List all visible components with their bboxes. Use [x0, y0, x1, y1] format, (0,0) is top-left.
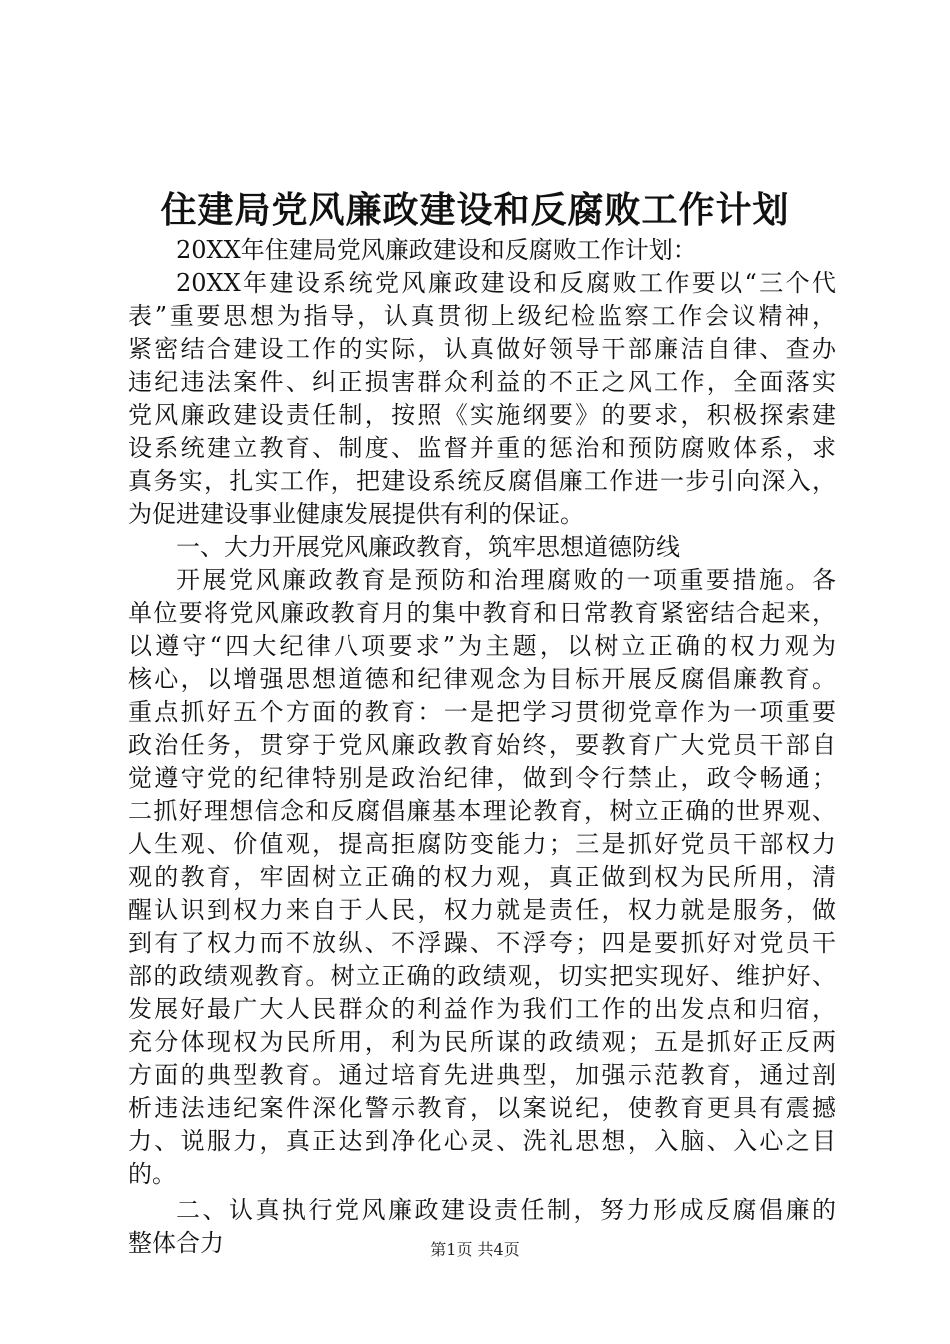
text-line: 开展党风廉政教育是预防和治理腐败的一项重要措施。各 [176, 566, 836, 594]
text-line: 方面的典型教育。通过培育先进典型，加强示范教育，通过剖 [128, 1061, 836, 1089]
text-line: 析违法违纪案件深化警示教育，以案说纪，使教育更具有震撼 [128, 1094, 836, 1122]
text-line: 20XX年住建局党风廉政建设和反腐败工作计划： [176, 236, 697, 264]
document-body [128, 234, 836, 1260]
text-line: 真务实，扎实工作，把建设系统反腐倡廉工作进一步引向深入， [128, 467, 836, 495]
text-line: 设系统建立教育、制度、监督并重的惩治和预防腐败体系，求 [128, 434, 836, 462]
text-line: 紧密结合建设工作的实际，认真做好领导干部廉洁自律、查办 [128, 335, 836, 363]
text-line: 违纪违法案件、纠正损害群众利益的不正之风工作，全面落实 [128, 368, 836, 396]
text-line: 政治任务，贯穿于党风廉政教育始终，要教育广大党员干部自 [128, 731, 836, 759]
text-line: 部的政绩观教育。树立正确的政绩观，切实把实现好、维护好、 [128, 962, 836, 990]
document-title: 住建局党风廉政建设和反腐败工作计划 [160, 189, 790, 231]
text-line: 充分体现权为民所用，利为民所谋的政绩观；五是抓好正反两 [128, 1028, 836, 1056]
text-line: 醒认识到权力来自于人民，权力就是责任，权力就是服务，做 [128, 896, 836, 924]
text-line: 单位要将党风廉政教育月的集中教育和日常教育紧密结合起来， [128, 599, 836, 627]
text-line: 以遵守“四大纪律八项要求”为主题，以树立正确的权力观为 [128, 632, 836, 660]
section-heading-continued: 整体合力 [128, 1229, 224, 1257]
text-line: 表”重要思想为指导，认真贯彻上级纪检监察工作会议精神， [128, 302, 836, 330]
text-line: 觉遵守党的纪律特别是政治纪律，做到令行禁止，政令畅通； [128, 764, 836, 792]
section-heading: 一、大力开展党风廉政教育，筑牢思想道德防线 [176, 533, 680, 561]
text-line: 核心，以增强思想道德和纪律观念为目标开展反腐倡廉教育。 [128, 665, 836, 693]
text-line: 为促进建设事业健康发展提供有利的保证。 [128, 500, 584, 528]
section-heading: 二、认真执行党风廉政建设责任制，努力形成反腐倡廉的 [176, 1196, 836, 1224]
text-line: 观的教育，牢固树立正确的权力观，真正做到权为民所用，清 [128, 863, 836, 891]
text-line: 重点抓好五个方面的教育：一是把学习贯彻党章作为一项重要 [128, 698, 836, 726]
text-line: 的。 [128, 1160, 176, 1188]
text-line: 到有了权力而不放纵、不浮躁、不浮夸；四是要抓好对党员干 [128, 929, 836, 957]
text-line: 20XX年建设系统党风廉政建设和反腐败工作要以“三个代 [176, 269, 836, 297]
text-line: 人生观、价值观，提高拒腐防变能力；三是抓好党员干部权力 [128, 830, 836, 858]
text-line: 力、说服力，真正达到净化心灵、洗礼思想，入脑、入心之目 [128, 1127, 836, 1155]
text-line: 发展好最广大人民群众的利益作为我们工作的出发点和归宿， [128, 995, 836, 1023]
text-line: 二抓好理想信念和反腐倡廉基本理论教育，树立正确的世界观、 [128, 797, 836, 825]
text-line: 党风廉政建设责任制，按照《实施纲要》的要求，积极探索建 [128, 401, 836, 429]
page-number: 第1页 共4页 [430, 1240, 520, 1259]
